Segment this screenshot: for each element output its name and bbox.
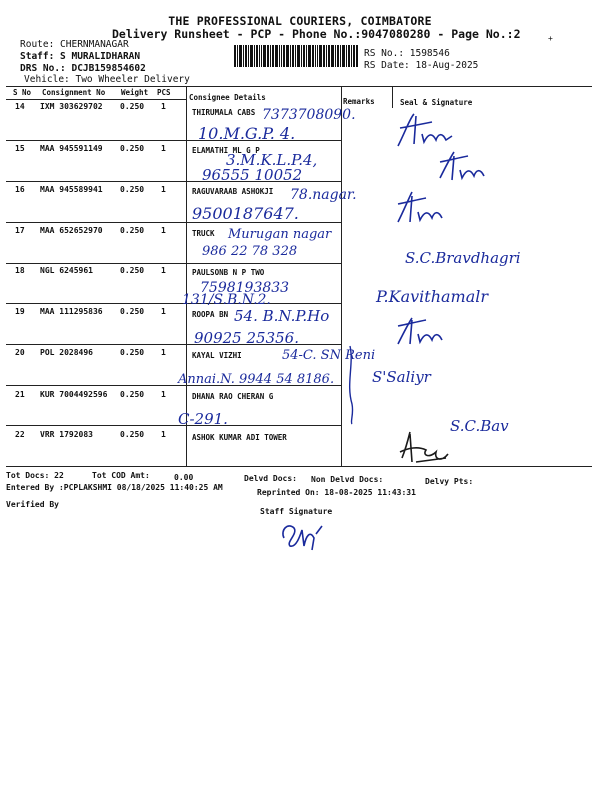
row16-pcs: 1: [161, 185, 166, 194]
row14-weight: 0.250: [120, 102, 145, 111]
row17-weight: 0.250: [120, 226, 145, 235]
total-cod-label: Tot COD Amt:: [92, 471, 150, 480]
row20-pcs: 1: [161, 348, 166, 357]
row17-consignment: MAA 652652970: [40, 226, 103, 235]
col-seal-signature: Seal & Signature: [400, 98, 473, 107]
staff-signature-label: Staff Signature: [260, 507, 333, 516]
col-pcs: PCS: [157, 88, 171, 97]
row20-sno: 20: [15, 348, 25, 357]
col-sno: S No: [13, 88, 32, 97]
hw-row15-address: 3.M.K.L.P.4,: [226, 151, 318, 169]
hw-row14-address: 10.M.G.P. 4.: [198, 124, 296, 143]
row19-weight: 0.250: [120, 307, 145, 316]
runsheet-subtitle: Delivery Runsheet - PCP - Phone No.:9047080280 - Page No.:2: [112, 27, 521, 41]
row18-weight: 0.250: [120, 266, 145, 275]
row19-consignee: ROOPA BN: [192, 310, 229, 319]
row16-consignee: RAGUVARAAB ASHOKJI: [192, 187, 274, 196]
hw-row18-signature: P.Kavithamalr: [376, 287, 489, 306]
signature-row16: [392, 188, 452, 228]
staff-signature: [276, 516, 328, 552]
route-label: Route: CHERNMANAGAR: [20, 39, 129, 50]
row16-weight: 0.250: [120, 185, 145, 194]
row-divider: [6, 263, 341, 264]
hw-row20-address-line2: Annai.N. 9944 54 8186.: [178, 372, 335, 387]
signature-row22: [396, 428, 456, 468]
hw-row20-address: 54-C. SN Reni: [282, 348, 376, 363]
hw-row19-address: 54. B.N.P.Ho: [234, 307, 330, 325]
rs-number: RS No.: 1598546: [364, 48, 450, 59]
row17-pcs: 1: [161, 226, 166, 235]
hw-row19-phone: 90925 25356.: [194, 329, 299, 347]
row15-sno: 15: [15, 144, 25, 153]
row22-sno: 22: [15, 430, 25, 439]
row16-consignment: MAA 945589941: [40, 185, 103, 194]
staff-label: Staff: S MURALIDHARAN: [20, 51, 141, 62]
delivered-docs: Delvd Docs:: [244, 474, 297, 483]
hw-row17-name: Murugan nagar: [228, 227, 332, 242]
hw-row18-phone: 7598193833: [200, 280, 290, 296]
col-consignment: Consignment No: [42, 88, 106, 97]
hw-row17-phone: 986 22 78 328: [202, 244, 298, 259]
col-weight: Weight: [121, 88, 149, 97]
barcode: [234, 45, 358, 67]
non-delivered-docs: Non Delvd Docs:: [311, 475, 384, 484]
hw-row20-signature: S'Saliyr: [372, 368, 431, 386]
signature-row15: [436, 148, 496, 188]
row17-consignee: TRUCK: [192, 229, 215, 238]
row18-pcs: 1: [161, 266, 166, 275]
col-divider: [392, 86, 393, 108]
hw-row15-phone: 96555 10052: [202, 166, 303, 184]
signature-row14: [392, 110, 462, 150]
row21-sno: 21: [15, 390, 25, 399]
row15-consignee: ELAMATHI ML G P: [192, 146, 260, 155]
row15-pcs: 1: [161, 144, 166, 153]
total-cod-value: 0.00: [174, 473, 194, 482]
row19-sno: 19: [15, 307, 25, 316]
company-title: THE PROFESSIONAL COURIERS, COIMBATORE: [168, 14, 432, 28]
delivery-points: Delvy Pts:: [425, 477, 474, 486]
signature-row19: [394, 314, 454, 350]
hw-row17-signature: S.C.Bravdhagri: [405, 249, 521, 267]
entered-by: Entered By :PCPLAKSHMI 08/18/2025 11:40:25 AM: [6, 483, 223, 492]
row20-weight: 0.250: [120, 348, 145, 357]
row21-consignee: DHANA RAO CHERAN G: [192, 392, 274, 401]
rs-date: RS Date: 18-Aug-2025: [364, 60, 479, 71]
verified-by: Verified By: [6, 500, 59, 509]
reprinted-on: Reprinted On: 18-08-2025 11:43:31: [257, 488, 416, 497]
col-consignee: Consignee Details: [189, 93, 266, 102]
row14-sno: 14: [15, 102, 25, 111]
row-divider: [6, 425, 341, 426]
total-docs: Tot Docs: 22: [6, 471, 64, 480]
remarks-stroke: [340, 344, 366, 426]
hw-row14-phone: 7373708090.: [262, 107, 356, 123]
hw-row16-phone: 9500187647.: [192, 204, 299, 223]
row19-pcs: 1: [161, 307, 166, 316]
drs-number: DRS No.: DCJB159854602: [20, 63, 146, 74]
row18-consignment: NGL 6245961: [40, 266, 93, 275]
row-divider: [6, 303, 341, 304]
col-divider: [186, 86, 187, 466]
table-top-rule: [6, 86, 592, 87]
hw-row21-address: C-291.: [178, 410, 228, 428]
hw-row22-signature: S.C.Bav: [450, 417, 509, 435]
row21-pcs: 1: [161, 390, 166, 399]
row18-consignee: PAULSONB N P TWO: [192, 268, 265, 277]
hw-row16-address: 78.nagar.: [290, 187, 357, 203]
row22-pcs: 1: [161, 430, 166, 439]
row16-sno: 16: [15, 185, 25, 194]
row17-sno: 17: [15, 226, 25, 235]
col-remarks: Remarks: [343, 97, 375, 106]
row20-consignment: POL 2028496: [40, 348, 93, 357]
vehicle-label: Vehicle: Two Wheeler Delivery: [24, 74, 190, 85]
table-bottom-rule: [6, 466, 592, 467]
row15-weight: 0.250: [120, 144, 145, 153]
hw-row18-address: 131/S.B.N.2.: [182, 292, 271, 308]
row18-sno: 18: [15, 266, 25, 275]
row14-consignee: THIRUMALA CABS: [192, 108, 256, 117]
row20-consignee: KAYAL VIZHI: [192, 351, 242, 360]
row22-weight: 0.250: [120, 430, 145, 439]
row21-weight: 0.250: [120, 390, 145, 399]
row15-consignment: MAA 945591149: [40, 144, 103, 153]
header-rule-left: [6, 99, 186, 100]
row22-consignee: ASHOK KUMAR ADI TOWER: [192, 433, 287, 442]
row14-consignment: IXM 303629702: [40, 102, 103, 111]
corner-mark: +: [548, 34, 553, 43]
row22-consignment: VRR 1792083: [40, 430, 93, 439]
row21-consignment: KUR 7004492596: [40, 390, 108, 399]
row14-pcs: 1: [161, 102, 166, 111]
row19-consignment: MAA 111295836: [40, 307, 103, 316]
